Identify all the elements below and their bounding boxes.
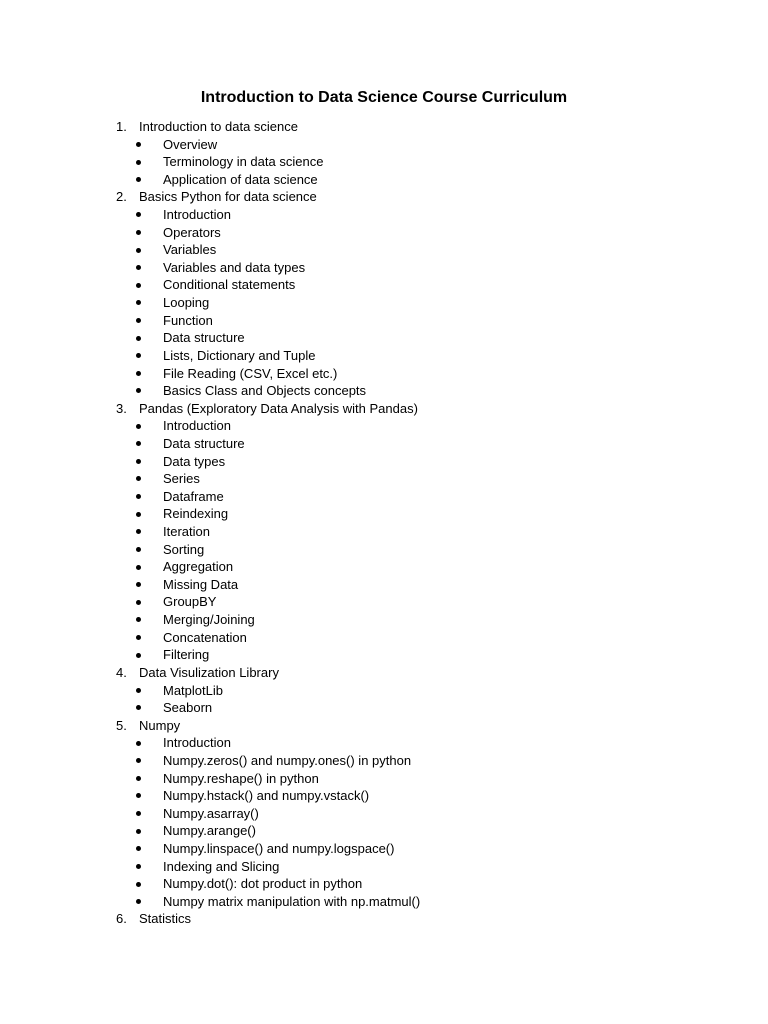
list-item-label: Series bbox=[163, 471, 200, 487]
list-item bbox=[116, 505, 716, 523]
list-item-label: Introduction bbox=[163, 207, 231, 223]
section-heading bbox=[116, 664, 716, 682]
list-item-label: Data structure bbox=[163, 435, 245, 451]
list-item-label: Operators bbox=[163, 224, 221, 240]
list-item-label: Variables bbox=[163, 242, 217, 258]
bullet-icon bbox=[136, 300, 163, 305]
bullet-icon bbox=[136, 177, 163, 182]
list-item-label: Numpy.arange() bbox=[163, 823, 256, 839]
list-item-label: Overview bbox=[163, 136, 218, 152]
bullet-icon bbox=[136, 635, 163, 640]
list-item-label: MatplotLib bbox=[163, 682, 223, 698]
bullet-icon bbox=[136, 336, 163, 341]
bullet-icon bbox=[136, 212, 163, 217]
list-item bbox=[116, 259, 716, 277]
bullet-icon bbox=[136, 705, 163, 710]
bullet-icon bbox=[136, 388, 163, 393]
list-item-label: Concatenation bbox=[163, 629, 247, 645]
list-item-label: Numpy.dot(): dot product in python bbox=[163, 876, 363, 892]
bullet-icon bbox=[136, 811, 163, 816]
list-item-label: Lists, Dictionary and Tuple bbox=[163, 347, 316, 363]
section-heading bbox=[116, 188, 716, 206]
list-item bbox=[116, 171, 716, 189]
bullet-icon bbox=[136, 758, 163, 763]
document-title: Introduction to Data Science Course Curriculum bbox=[200, 89, 568, 106]
list-item bbox=[116, 840, 716, 858]
section-label: Numpy bbox=[139, 717, 181, 733]
list-item bbox=[116, 276, 716, 294]
list-item bbox=[116, 593, 716, 611]
list-item-label: Merging/Joining bbox=[163, 612, 255, 628]
bullet-icon bbox=[136, 846, 163, 851]
list-item-label: Aggregation bbox=[163, 559, 234, 575]
list-item-label: Numpy.asarray() bbox=[163, 805, 259, 821]
bullet-icon bbox=[136, 353, 163, 358]
bullet-icon bbox=[136, 160, 163, 165]
list-item bbox=[116, 136, 716, 154]
list-item-label: Numpy.linspace() and numpy.logspace() bbox=[163, 840, 395, 856]
list-item bbox=[116, 224, 716, 242]
list-item-label: Missing Data bbox=[163, 576, 239, 592]
list-item bbox=[116, 329, 716, 347]
bullet-icon bbox=[136, 459, 163, 464]
list-item-label: Introduction bbox=[163, 418, 231, 434]
list-item bbox=[116, 294, 716, 312]
list-item-label: Numpy matrix manipulation with np.matmul() bbox=[163, 893, 421, 909]
bullet-icon bbox=[136, 688, 163, 693]
list-item bbox=[116, 770, 716, 788]
list-item bbox=[116, 382, 716, 400]
section-heading bbox=[116, 717, 716, 735]
curriculum-section bbox=[116, 664, 716, 717]
bullet-icon bbox=[136, 653, 163, 658]
bullet-icon bbox=[136, 248, 163, 253]
bullet-icon bbox=[136, 582, 163, 587]
list-item-label: Application of data science bbox=[163, 171, 318, 187]
list-item-label: Terminology in data science bbox=[163, 154, 324, 170]
list-item bbox=[116, 611, 716, 629]
list-item bbox=[116, 875, 716, 893]
list-item bbox=[116, 576, 716, 594]
list-item bbox=[116, 347, 716, 365]
list-item-label: Seaborn bbox=[163, 700, 213, 716]
topic-list bbox=[116, 734, 716, 910]
section-number: 2. bbox=[116, 189, 127, 205]
list-item bbox=[116, 206, 716, 224]
list-item bbox=[116, 312, 716, 330]
list-item-label: Filtering bbox=[163, 647, 210, 663]
list-item-label: Introduction bbox=[163, 735, 231, 751]
list-item bbox=[116, 435, 716, 453]
bullet-icon bbox=[136, 899, 163, 904]
list-item bbox=[116, 629, 716, 647]
section-number: 4. bbox=[116, 664, 127, 680]
list-item-label: Dataframe bbox=[163, 488, 224, 504]
bullet-icon bbox=[136, 283, 163, 288]
bullet-icon bbox=[136, 265, 163, 270]
bullet-icon bbox=[136, 142, 163, 147]
list-item-label: Variables and data types bbox=[163, 259, 306, 275]
list-item-label: Numpy.zeros() and numpy.ones() in python bbox=[163, 752, 412, 768]
bullet-icon bbox=[136, 864, 163, 869]
curriculum-outline bbox=[116, 118, 716, 928]
section-heading bbox=[116, 910, 716, 928]
bullet-icon bbox=[136, 776, 163, 781]
curriculum-section bbox=[116, 400, 716, 664]
section-label: Statistics bbox=[139, 911, 192, 927]
section-label: Data Visulization Library bbox=[139, 664, 279, 680]
list-item bbox=[116, 682, 716, 700]
bullet-icon bbox=[136, 424, 163, 429]
section-heading bbox=[116, 400, 716, 418]
list-item-label: Conditional statements bbox=[163, 277, 296, 293]
list-item-label: Sorting bbox=[163, 541, 205, 557]
bullet-icon bbox=[136, 793, 163, 798]
bullet-icon bbox=[136, 494, 163, 499]
section-label: Introduction to data science bbox=[139, 119, 298, 134]
list-item-label: Data structure bbox=[163, 330, 245, 346]
list-item-label: Looping bbox=[163, 295, 210, 311]
bullet-icon bbox=[136, 318, 163, 323]
list-item bbox=[116, 822, 716, 840]
section-label: Pandas (Exploratory Data Analysis with Pandas) bbox=[139, 400, 418, 416]
topic-list bbox=[116, 417, 716, 664]
list-item bbox=[116, 558, 716, 576]
bullet-icon bbox=[136, 371, 163, 376]
curriculum-section bbox=[116, 717, 716, 911]
list-item bbox=[116, 453, 716, 471]
topic-list bbox=[116, 136, 716, 189]
curriculum-section bbox=[116, 188, 716, 399]
section-number: 1. bbox=[116, 119, 127, 134]
bullet-icon bbox=[136, 882, 163, 887]
bullet-icon bbox=[136, 547, 163, 552]
bullet-icon bbox=[136, 476, 163, 481]
curriculum-section bbox=[116, 910, 716, 928]
list-item bbox=[116, 470, 716, 488]
bullet-icon bbox=[136, 565, 163, 570]
list-item bbox=[116, 805, 716, 823]
list-item bbox=[116, 752, 716, 770]
list-item-label: Function bbox=[163, 312, 213, 328]
section-heading bbox=[116, 118, 716, 136]
section-number: 6. bbox=[116, 911, 127, 927]
bullet-icon bbox=[136, 829, 163, 834]
list-item bbox=[116, 241, 716, 259]
list-item-label: Numpy.reshape() in python bbox=[163, 770, 319, 786]
list-item bbox=[116, 365, 716, 383]
list-item bbox=[116, 699, 716, 717]
list-item bbox=[116, 646, 716, 664]
list-item bbox=[116, 523, 716, 541]
list-item bbox=[116, 858, 716, 876]
list-item bbox=[116, 417, 716, 435]
bullet-icon bbox=[136, 441, 163, 446]
list-item bbox=[116, 893, 716, 911]
list-item-label: Numpy.hstack() and numpy.vstack() bbox=[163, 788, 370, 804]
topic-list bbox=[116, 206, 716, 400]
list-item-label: Basics Class and Objects concepts bbox=[163, 383, 367, 399]
curriculum-section bbox=[116, 118, 716, 188]
list-item bbox=[116, 787, 716, 805]
list-item-label: Indexing and Slicing bbox=[163, 858, 280, 874]
section-number: 3. bbox=[116, 400, 127, 416]
list-item-label: Reindexing bbox=[163, 506, 229, 522]
list-item bbox=[116, 541, 716, 559]
list-item-label: File Reading (CSV, Excel etc.) bbox=[163, 365, 338, 381]
list-item bbox=[116, 153, 716, 171]
topic-list bbox=[116, 682, 716, 717]
bullet-icon bbox=[136, 512, 163, 517]
bullet-icon bbox=[136, 617, 163, 622]
list-item bbox=[116, 734, 716, 752]
bullet-icon bbox=[136, 741, 163, 746]
section-label: Basics Python for data science bbox=[139, 189, 317, 205]
bullet-icon bbox=[136, 600, 163, 605]
section-number: 5. bbox=[116, 717, 127, 733]
bullet-icon bbox=[136, 230, 163, 235]
list-item-label: GroupBY bbox=[163, 594, 217, 610]
bullet-icon bbox=[136, 529, 163, 534]
list-item bbox=[116, 488, 716, 506]
list-item-label: Iteration bbox=[163, 524, 210, 540]
list-item-label: Data types bbox=[163, 453, 226, 469]
